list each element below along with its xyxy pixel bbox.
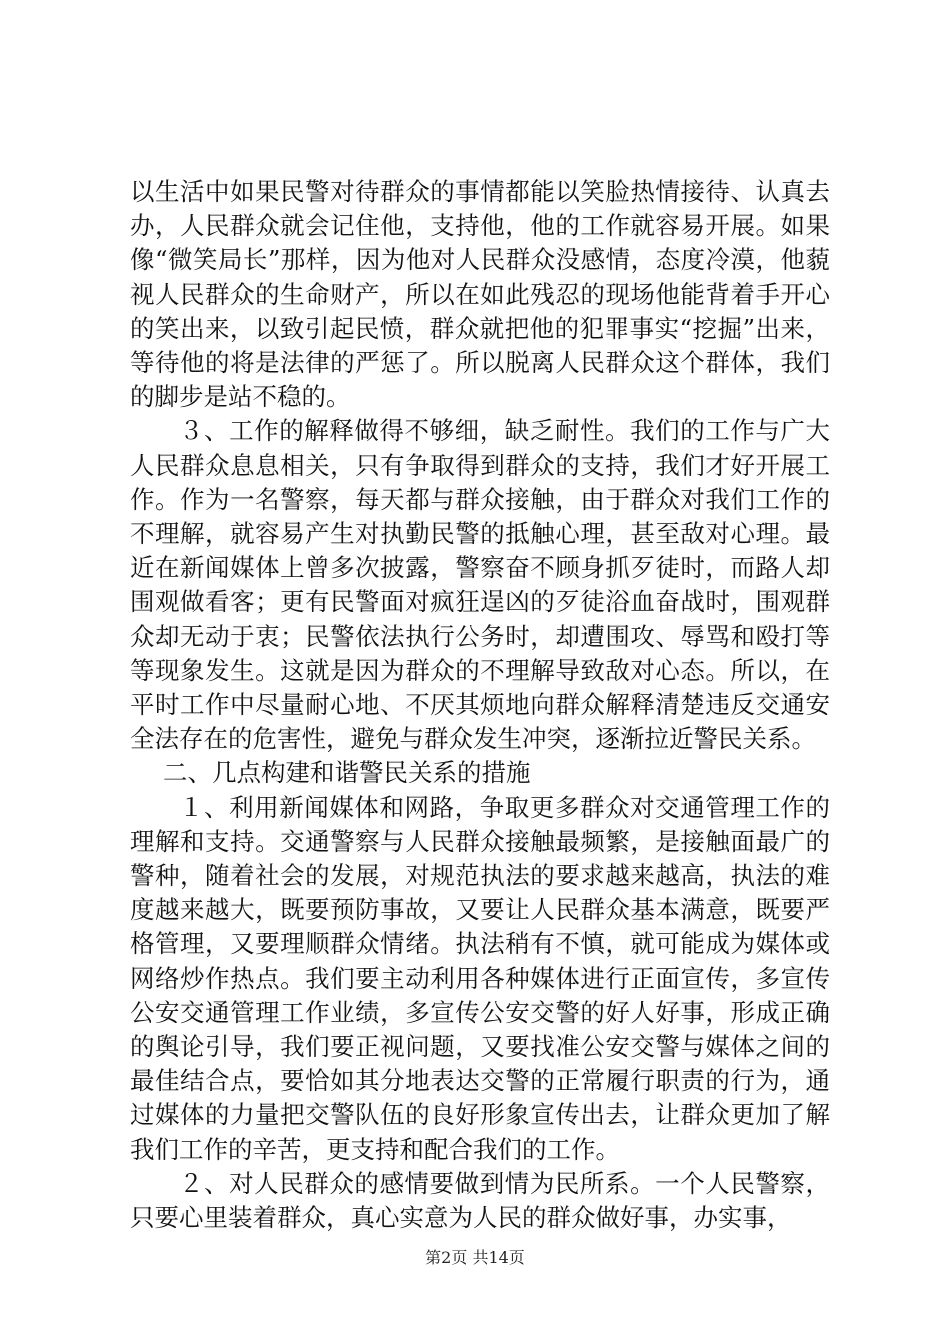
paragraph-continuation: 以生活中如果民警对待群众的事情都能以笑脸热情接待、认真去办，人民群众就会记住他，支持他，他的工作就容易开展。如果像“微笑局长”那样，因为他对人民群众没感情，态度冷漠，他藐视人民群众的生命财产，所以在如此残忍的现场他能背着手开心的笑出来，以致引起民愤，群众就把他的犯罪事实“挖掘”出来，等待他的将是法律的严惩了。所以脱离人民群众这个群体，我们的脚步是站不稳的。 [130,177,830,412]
section-heading: 二、几点构建和谐警民关系的措施 [163,758,531,788]
document-body [130,175,830,1235]
paragraph-item-1: １、利用新闻媒体和网路，争取更多群众对交通管理工作的理解和支持。交通警察与人民群众接触最频繁，是接触面最广的警种，随着社会的发展，对规范执法的要求越来越高，执法的难度越来越大，既要预防事故，又要让人民群众基本满意，既要严格管理，又要理顺群众情绪。执法稍有不慎，就可能成为媒体或网络炒作热点。我们要主动利用各种媒体进行正面宣传，多宣传公安交通管理工作业绩，多宣传公安交警的好人好事，形成正确的舆论引导，我们要正视问题，又要找准公安交警与媒体之间的最佳结合点，要恰如其分地表达交警的正常履行职责的行为，通过媒体的力量把交警队伍的良好形象宣传出去，让群众更加了解我们工作的辛苦，更支持和配合我们的工作。 [130,792,830,1164]
paragraph-item-2: ２、对人民群众的感情要做到情为民所系。一个人民警察，只要心里装着群众，真心实意为人民的群众做好事，办实事， [130,1168,830,1233]
page-footer: 第2页 共14页 [425,1248,525,1267]
paragraph-item-3: ３、工作的解释做得不够细，缺乏耐性。我们的工作与广大人民群众息息相关，只有争取得到群众的支持，我们才好开展工作。作为一名警察，每天都与群众接触，由于群众对我们工作的不理解，就容易产生对执勤民警的抵触心理，甚至敌对心理。最近在新闻媒体上曾多次披露，警察奋不顾身抓歹徒时，而路人却围观做看客；更有民警面对疯狂逞凶的歹徒浴血奋战时，围观群众却无动于衷；民警依法执行公务时，却遭围攻、辱骂和殴打等等现象发生。这就是因为群众的不理解导致敌对心态。所以，在平时工作中尽量耐心地、不厌其烦地向群众解释清楚违反交通安全法存在的危害性，避免与群众发生冲突，逐渐拉近警民关系。 [130,416,830,754]
